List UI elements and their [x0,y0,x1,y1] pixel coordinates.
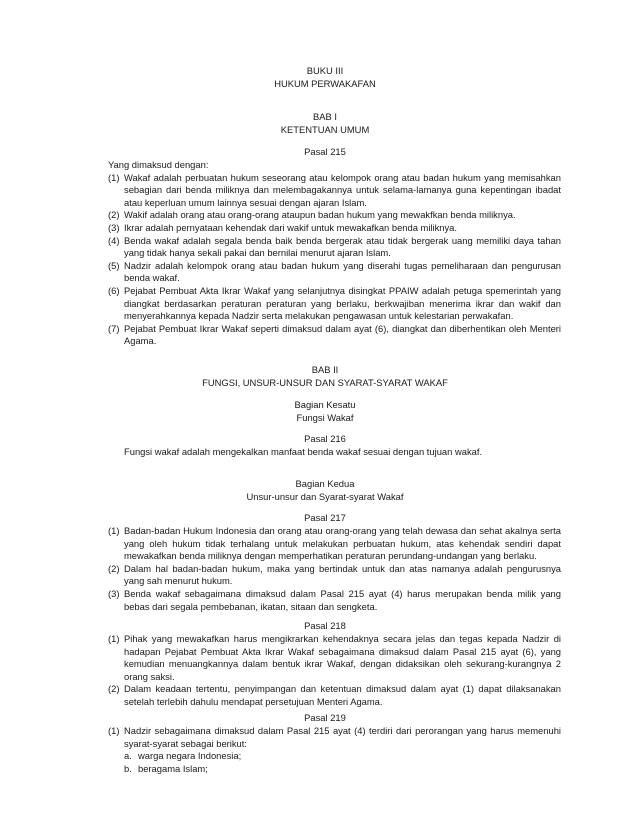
bagian1-title: Fungsi Wakaf [296,412,354,423]
pasal-218-item: (1) Pihak yang mewakafkan harus mengikrarkan kehendaknya secara jelas dan tegas kepada Nadzir di hadapan Pejabat Pembuat Akta Ikrar Wakaf sebagaimana dimaksud dalam Pasal 215 ayat (6), yang kemudian menuangkannya dalam bentuk ikrar Wakaf, dengan didaksikan oleh sekurang-kurangnya 2 orang saksi. [108,633,561,682]
book-title: HUKUM PERWAKAFAN [274,78,376,89]
pasal-217-item: (2) Dalam hal badan-badan hukum, maka yang bertindak untuk dan atas namanya adalah pengurusnya yang sah menurut hukum. [108,562,561,587]
pasal-219-heading: Pasal 219 [304,712,346,723]
pasal-215-body [108,159,561,348]
pasal-215-item: (6) Pejabat Pembuat Akta Ikrar Wakaf yang selanjutnya disingkat PPAIW adalah petuga spemerintah yang diangkat berdasarkan peraturan peraturan yang berlaku, berkwajiban menerima ikrar dan wakif dan menyerahkannya kepada Nadzir serta melakukan pengawasan untuk kelestarian perwakafan. [108,284,561,322]
pasal-216-body [108,446,561,459]
pasal-215-item: (7) Pejabat Pembuat Ikrar Wakaf seperti dimaksud dalam ayat (6), diangkat dan diberhentikan oleh Menteri Agama. [108,322,561,347]
pasal-215-item: (4) Benda wakaf adalah segala benda baik benda bergerak atau tidak bergerak uang memiliki daya tahan yang tidak hanya sekali pakai dan bernilai menurut ajaran Islam. [108,234,561,259]
pasal-219-subitem: a. warga negara Indonesia; [124,750,242,762]
pasal-219-subitem: b. beragama Islam; [124,762,208,774]
pasal-218-heading: Pasal 218 [304,620,346,631]
bab2-title: FUNGSI, UNSUR-UNSUR DAN SYARAT-SYARAT WAKAF [202,377,448,388]
pasal-215-item: (1) Wakaf adalah perbuatan hukum seseorang atau kelompok orang atau badan hukum yang memisahkan sebagian dari benda miliknya dan melembagakannya untuk selama-lamanya guna kepentingan ibadat atau keperluan umum lainnya sesuai dengan ajaran Islam. [108,171,561,208]
pasal-215-item: (3) Ikrar adalah pernyataan kehendak dari wakif untuk mewakafkan benda miliknya. [108,221,458,233]
pasal-215-item: (2) Wakif adalah orang atau orang-orang ataupun badan hukum yang mewakfkan benda miliknya. [108,209,516,221]
bagian1-label: Bagian Kesatu [294,399,356,410]
pasal-218-item: (2) Dalam keadaan tertentu, penyimpangan dan ketentuan dimaksud dalam ayat (1) dapat dilaksanakan setelah terlebih dahulu mendapat persetujuan Menteri Agama. [108,683,561,707]
pasal-215-item: (5) Nadzir adalah kelompok orang atau badan hukum yang diserahi tugas pemeliharaan dan pengurusan benda wakaf. [108,259,561,284]
pasal-215-intro: Yang dimaksud dengan: [108,159,209,170]
pasal-219-item: (1) Nadzir sebagaimana dimaksud dalam Pasal 215 ayat (4) terdiri dari perorangan yang harus memenuhi syarat-syarat sebagai berikut: [108,725,561,749]
bab1-title: KETENTUAN UMUM [280,124,370,135]
book-label: BUKU III [306,65,344,76]
pasal-217-heading: Pasal 217 [304,512,346,523]
pasal-216-heading: Pasal 216 [304,433,346,444]
pasal-217-body [108,525,561,613]
pasal-216-text: Fungsi wakaf adalah mengekalkan manfaat benda wakaf sesuai dengan tujuan wakaf. [124,446,483,457]
pasal-219-body [108,725,561,775]
bab2-label: BAB II [311,364,339,375]
pasal-215-heading: Pasal 215 [304,146,346,157]
bagian2-title: Unsur-unsur dan Syarat-syarat Wakaf [246,491,404,502]
pasal-218-body [108,633,561,709]
pasal-217-item: (1) Badan-badan Hukum Indonesia dan orang atau orang-orang yang telah dewasa dan sehat akalnya serta yang oleh hukum tidak terhalang untuk melakukan perbuatan hukum, atas kehendak sendiri dapat mewakafkan benda miliknya dengan memperhatikan peraturan perundang-undangan yang berlaku. [108,525,561,562]
bab1-label: BAB I [313,111,337,122]
pasal-217-item: (3) Benda wakaf sebagaimana dimaksud dalam Pasal 215 ayat (4) harus merupakan benda milik yang bebas dari segala pembebanan, ikatan, sitaan dan sengketa. [108,587,561,612]
bagian2-label: Bagian Kedua [295,478,355,489]
